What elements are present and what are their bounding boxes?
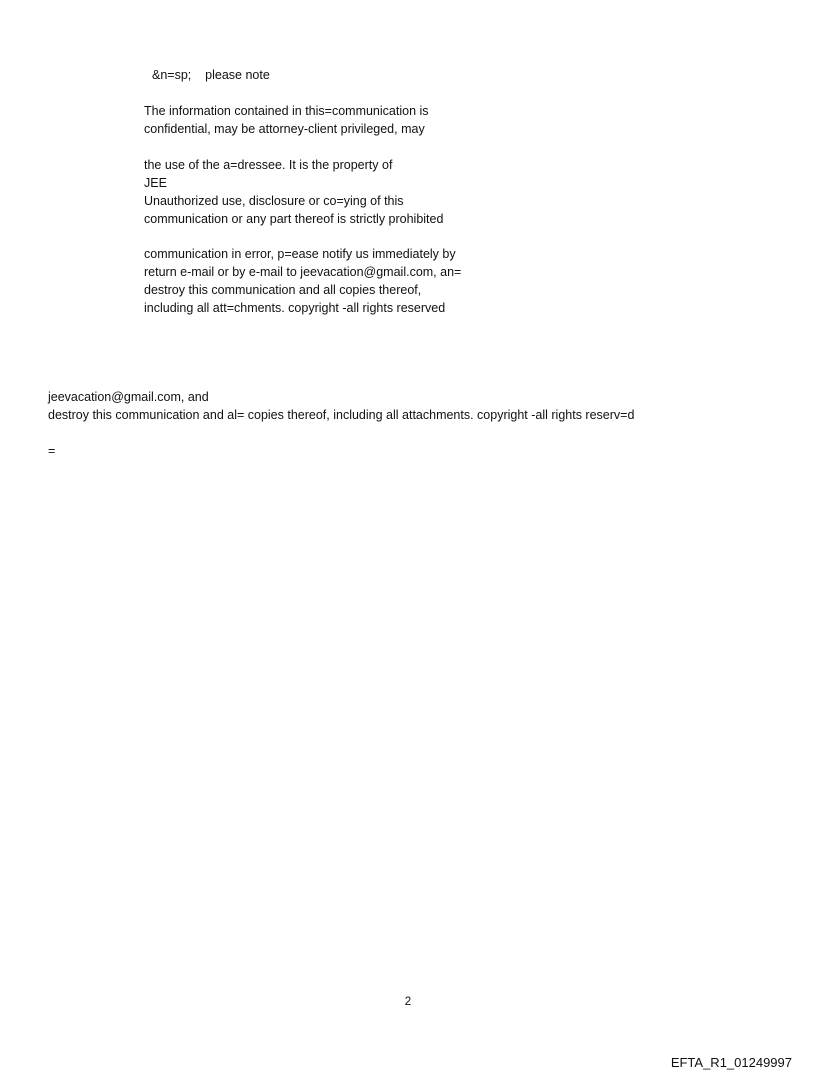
notice-line: the use of the a=dressee. It is the property of (144, 158, 393, 172)
notice-line: communication or any part thereof is strictly prohibited (144, 212, 444, 226)
bates-number: EFTA_R1_01249997 (670, 1055, 792, 1070)
body-line: destroy this communication and al= copies thereof, including all attachments. copyright -all rights reserv=d (48, 408, 635, 422)
body-line: jeevacation@gmail.com, and (48, 390, 209, 404)
notice-line: return e-mail or by e-mail to jeevacation@gmail.com, an= (144, 265, 462, 279)
notice-line: The information contained in this=communication is (144, 104, 429, 118)
notice-line: JEE (144, 176, 167, 190)
notice-line: including all att=chments. copyright -all rights reserved (144, 301, 446, 315)
page-number: 2 (404, 996, 412, 1008)
notice-line: destroy this communication and all copies thereof, (144, 283, 422, 297)
body-line-equals: = (48, 444, 56, 458)
notice-heading: &n=sp; please note (152, 68, 270, 82)
notice-line: confidential, may be attorney-client privileged, may (144, 122, 425, 136)
notice-line: Unauthorized use, disclosure or co=ying of this (144, 194, 404, 208)
notice-line: communication in error, p=ease notify us immediately by (144, 247, 456, 261)
